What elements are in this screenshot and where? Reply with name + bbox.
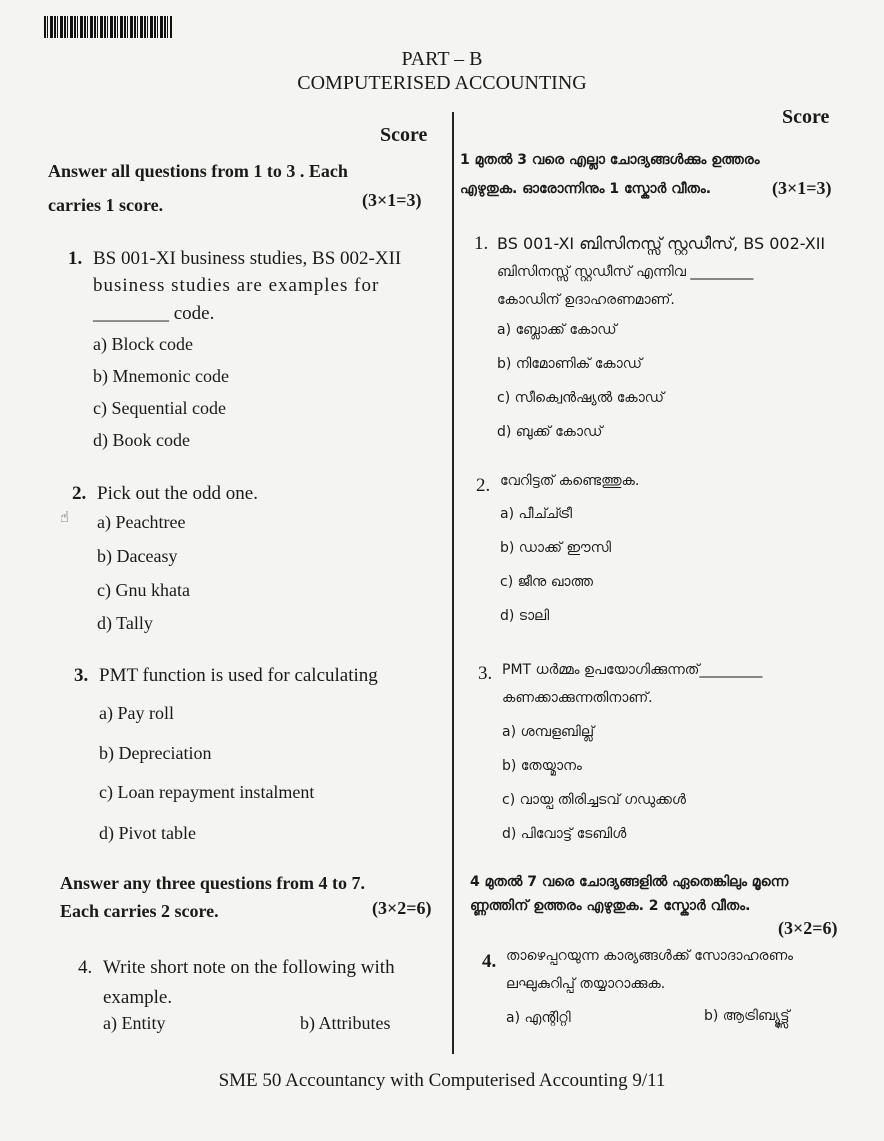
left-instruction-2-marks: (3×2=6) [372, 898, 432, 918]
left-q3-text: PMT function is used for calculating [99, 665, 378, 686]
section-title: COMPUTERISED ACCOUNTING [297, 72, 587, 94]
part-heading: PART – B [401, 48, 483, 70]
left-q4-option-b: b) Attributes [300, 1013, 391, 1033]
right-q3-line1: PMT ധർമ്മം ഉപയോഗിക്കുന്നത്_________ [502, 662, 763, 678]
right-instruction-1-line1: 1 മുതൽ 3 വരെ എല്ലാ ചോദ്യങ്ങൾക്കും ഉത്തരം [460, 152, 760, 168]
right-q3-line2: കണക്കാക്കുന്നതിനാണ്. [502, 690, 653, 706]
left-q3-option-d: d) Pivot table [99, 823, 196, 843]
left-q2-option-c: c) Gnu khata [97, 580, 190, 600]
left-q1-line3: ________ code. [93, 303, 215, 324]
right-q4-number: 4. [482, 951, 497, 972]
right-q3-option-a: a) ശമ്പളബില്ല് [502, 724, 595, 740]
right-q3-option-b: b) തേയ്മാനം [502, 758, 582, 774]
left-instruction-2-line2: Each carries 2 score. [60, 901, 219, 921]
left-q4-number: 4. [78, 957, 93, 978]
right-q1-line2: ബിസിനസ്സ് സ്റ്റഡീസ് എന്നിവ _________ [497, 264, 754, 280]
left-q2-text: Pick out the odd one. [97, 483, 258, 504]
left-q1-number: 1. [68, 248, 83, 269]
right-score-label: Score [782, 106, 830, 128]
left-score-label: Score [380, 124, 428, 146]
left-q1-line1: BS 001-XI business studies, BS 002-XII [93, 248, 402, 269]
left-q3-option-b: b) Depreciation [99, 743, 212, 763]
right-q3-option-d: d) പിവോട്ട് ടേബിൾ [502, 826, 627, 842]
right-q4-line2: ലഘുകുറിപ്പ് തയ്യാറാക്കുക. [506, 976, 666, 992]
left-q1-line2: business studies are examples for [93, 275, 380, 296]
right-q1-option-c: c) സീക്വെൻഷ്യൽ കോഡ് [497, 390, 664, 406]
right-q4-option-a: a) എന്റിറ്റി [506, 1010, 571, 1026]
right-q2-option-d: d) ടാലി [500, 608, 550, 624]
right-instruction-2-line2: ണ്ണത്തിന് ഉത്തരം എഴുതുക. 2 സ്കോർ വീതം. [470, 898, 751, 914]
left-instruction-1-line2: carries 1 score. [48, 195, 164, 215]
hand-pointer-icon: ☝ [60, 508, 70, 526]
right-q3-option-c: c) വായ്പ തിരിച്ചടവ് ഗഡുക്കൾ [502, 792, 686, 808]
right-q2-text: വേറിട്ടത് കണ്ടെത്തുക. [500, 473, 640, 489]
page-footer: SME 50 Accountancy with Computerised Accounting 9/11 [218, 1070, 666, 1091]
left-q1-option-c: c) Sequential code [93, 398, 226, 418]
right-q1-option-d: d) ബുക്ക് കോഡ് [497, 424, 603, 440]
right-q4-line1: താഴെപ്പറയുന്ന കാര്യങ്ങൾക്ക് സോദാഹരണം [506, 948, 794, 964]
right-q1-number: 1. [474, 233, 489, 254]
barcode [44, 16, 172, 38]
left-q1-option-d: d) Book code [93, 430, 190, 450]
right-q2-option-c: c) ജീനു ഖാത്ത [500, 574, 593, 590]
left-instruction-1-line1: Answer all questions from 1 to 3 . Each [48, 161, 348, 181]
right-q4-option-b: b) ആട്രിബ്യൂട്ട്സ് [704, 1008, 790, 1024]
left-q1-option-b: b) Mnemonic code [93, 366, 229, 386]
right-instruction-1-line2: എഴുതുക. ഓരോന്നിനും 1 സ്കോർ വീതം. [460, 181, 712, 197]
left-q4-line1: Write short note on the following with [103, 957, 395, 978]
left-instruction-1-marks: (3×1=3) [362, 190, 422, 210]
left-q4-line2: example. [103, 987, 173, 1008]
left-q3-option-a: a) Pay roll [99, 703, 174, 723]
left-q2-option-d: d) Tally [97, 613, 153, 633]
left-instruction-2-line1: Answer any three questions from 4 to 7. [60, 873, 365, 893]
right-q2-option-a: a) പീച്ച്ട്രീ [500, 506, 572, 522]
right-q1-line1: BS 001-XI ബിസിനസ്സ് സ്റ്റഡീസ്, BS 002-XII [497, 234, 826, 253]
left-q2-option-b: b) Daceasy [97, 546, 178, 566]
left-q2-option-a: a) Peachtree [97, 512, 186, 532]
column-divider [452, 112, 454, 1054]
right-q2-number: 2. [476, 475, 491, 496]
left-q3-number: 3. [74, 665, 89, 686]
right-q1-option-b: b) നിമോണിക് കോഡ് [497, 356, 643, 372]
left-q2-number: 2. [72, 483, 87, 504]
right-instruction-2-marks: (3×2=6) [778, 918, 838, 938]
left-q3-option-c: c) Loan repayment instalment [99, 782, 315, 802]
right-instruction-1-marks: (3×1=3) [772, 178, 832, 198]
right-q1-line3: കോഡിന് ഉദാഹരണമാണ്. [497, 292, 675, 308]
left-q4-option-a: a) Entity [103, 1013, 166, 1033]
right-q2-option-b: b) ഡാക്ക് ഈസി [500, 540, 612, 556]
right-q3-number: 3. [478, 663, 493, 684]
right-instruction-2-line1: 4 മുതൽ 7 വരെ ചോദ്യങ്ങളിൽ ഏതെങ്കിലും മൂന്നെ [470, 874, 789, 890]
left-q1-option-a: a) Block code [93, 334, 193, 354]
right-q1-option-a: a) ബ്ലോക്ക് കോഡ് [497, 322, 617, 338]
